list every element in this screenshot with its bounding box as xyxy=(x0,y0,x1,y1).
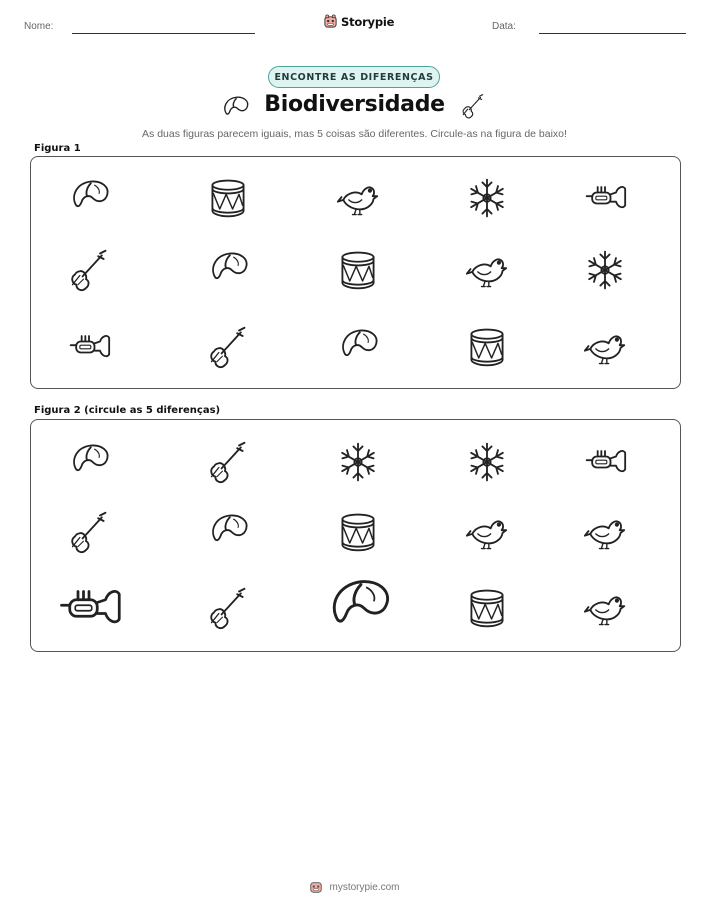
violin-icon[interactable] xyxy=(206,586,250,630)
drum-icon[interactable] xyxy=(336,510,380,554)
violin-icon[interactable] xyxy=(206,440,250,484)
drum-icon xyxy=(336,248,380,292)
fish-icon xyxy=(67,176,111,220)
trumpet-icon xyxy=(583,176,627,220)
trumpet-icon[interactable] xyxy=(583,440,627,484)
storypie-mascot-icon xyxy=(323,14,338,29)
violin-icon xyxy=(206,325,250,369)
instructions: As duas figuras parecem iguais, mas 5 coisas são diferentes. Circule-as na figura de baixo! xyxy=(142,128,567,140)
figure-2-label: Figura 2 (circule as 5 diferenças) xyxy=(34,405,221,416)
figure-1-label: Figura 1 xyxy=(34,143,81,154)
page-title: Biodiversidade xyxy=(264,92,445,117)
date-field[interactable] xyxy=(539,33,686,34)
name-label: Nome: xyxy=(24,21,54,32)
snowflake-icon[interactable] xyxy=(465,440,509,484)
bird-icon xyxy=(583,325,627,369)
bird-icon[interactable] xyxy=(583,586,627,630)
snowflake-icon xyxy=(583,248,627,292)
violin-icon xyxy=(460,90,486,122)
drum-icon xyxy=(465,325,509,369)
fish-icon xyxy=(336,325,380,369)
fish-icon[interactable] xyxy=(206,510,250,554)
date-label: Data: xyxy=(492,21,516,32)
drum-icon xyxy=(206,176,250,220)
violin-icon xyxy=(67,248,111,292)
footer-url[interactable]: mystorypie.com xyxy=(329,881,400,893)
trumpet-icon xyxy=(67,325,111,369)
name-field[interactable] xyxy=(72,33,255,34)
fish-icon xyxy=(206,248,250,292)
bird-icon xyxy=(465,248,509,292)
fish-icon[interactable] xyxy=(323,573,393,643)
storypie-mascot-icon xyxy=(309,880,323,894)
snowflake-icon xyxy=(465,176,509,220)
fish-icon[interactable] xyxy=(67,440,111,484)
snowflake-icon[interactable] xyxy=(336,440,380,484)
brand-logo xyxy=(323,14,394,29)
drum-icon[interactable] xyxy=(465,586,509,630)
bird-icon[interactable] xyxy=(583,510,627,554)
bird-icon xyxy=(336,176,380,220)
footer xyxy=(0,880,709,894)
brand-name: Storypie xyxy=(341,14,395,29)
bird-icon[interactable] xyxy=(465,510,509,554)
violin-icon[interactable] xyxy=(67,510,111,554)
trumpet-icon[interactable] xyxy=(56,575,122,641)
find-differences-badge: ENCONTRE AS DIFERENÇAS xyxy=(268,66,440,88)
